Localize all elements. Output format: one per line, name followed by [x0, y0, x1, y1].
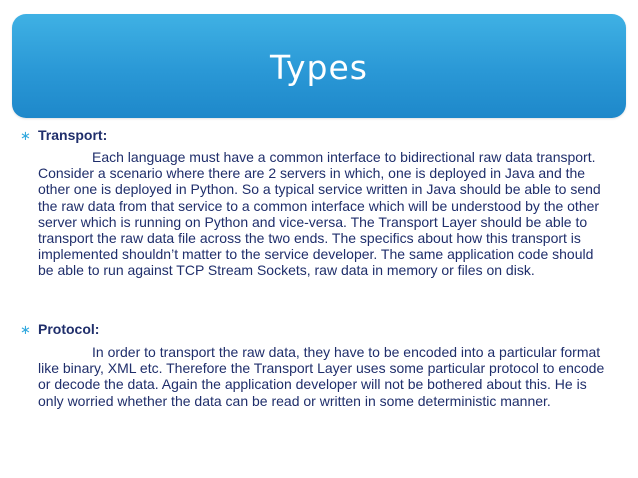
slide-body: [0, 123, 638, 463]
bullet-heading: Protocol:: [38, 321, 100, 337]
bullet-paragraph: Each language must have a common interface to bidirectional raw data transport. Consider a scenario where there are 2 servers in which, one is deployed in Java and the other one is deployed in Python. So a typical service written in Java should be able to send the raw data from that service to a common interface which will be understood by the other server which is running on Python and vice-versa. The Transport Layer should be able to transport the raw data file across the two ends. The specifics about how this transport is implemented shouldn’t matter to the service developer. The same application code should be able to run against TCP Stream Sockets, raw data in memory or files on disk.: [38, 149, 601, 279]
bullet-paragraph: In order to transport the raw data, they have to be encoded into a particular format like binary, XML etc. Therefore the Transport Layer uses some particular protocol to encode or decode the data. Again the application developer will not be bothered about this. He is only worried whether the data can be read or written in some deterministic manner.: [38, 344, 605, 409]
slide-title: Types: [270, 48, 368, 87]
bullet-protocol: [20, 321, 99, 338]
asterisk-bullet-icon: ∗: [20, 322, 31, 337]
bullet-transport: [20, 127, 107, 144]
bullet-heading: Transport:: [38, 127, 108, 143]
asterisk-bullet-icon: ∗: [20, 128, 31, 143]
